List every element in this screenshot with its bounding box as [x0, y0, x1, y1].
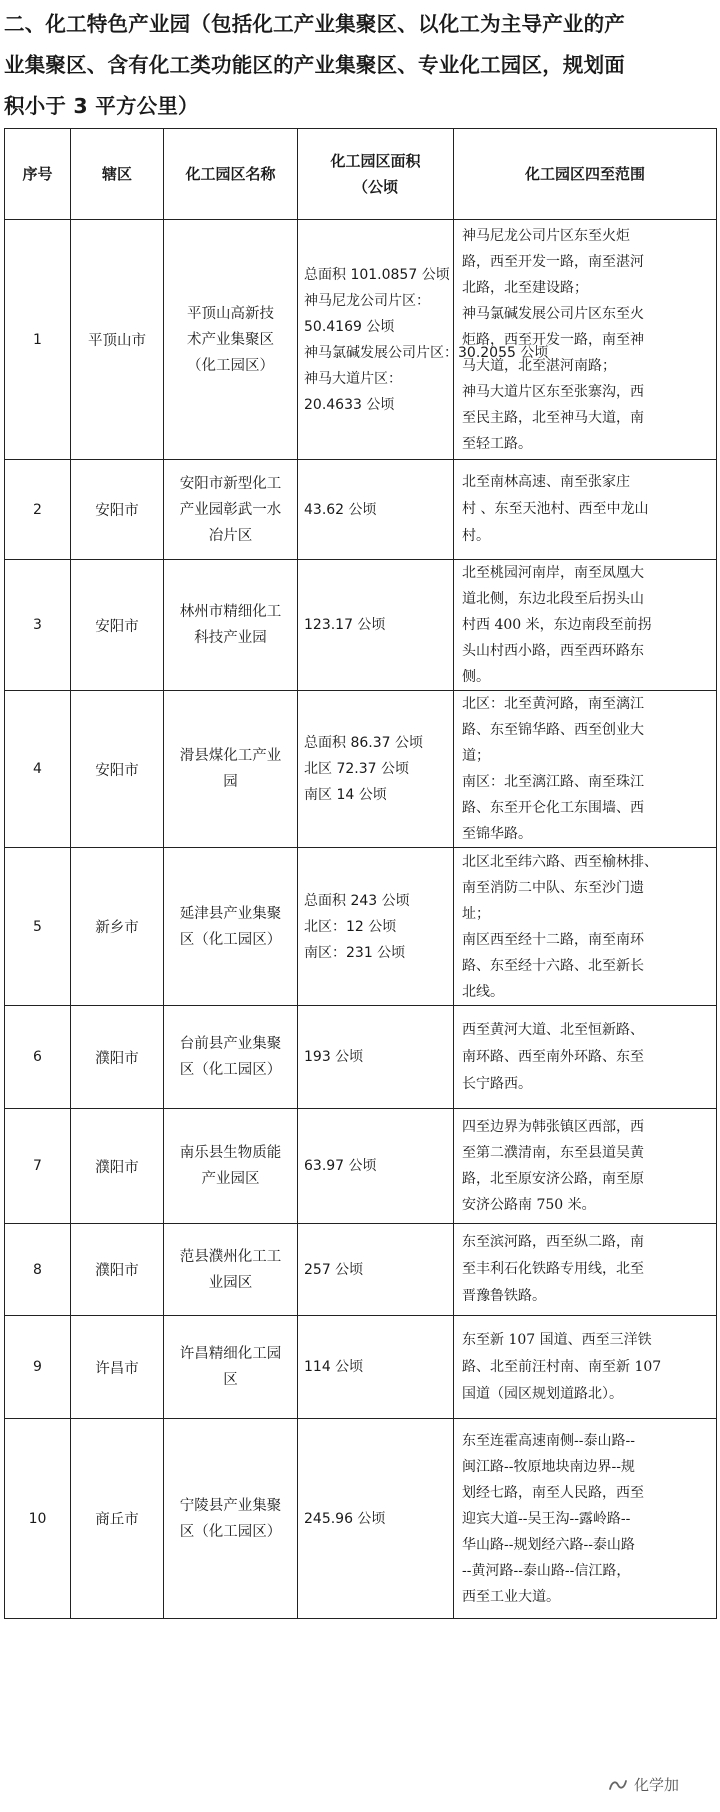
cell-area-line: 总面积 86.37 公顷 [304, 735, 423, 751]
table-row [5, 1109, 717, 1224]
cell-area-line: 20.4633 公顷 [304, 396, 395, 413]
table-header-row [5, 129, 717, 220]
cell-boundary-line: 至丰利石化铁路专用线，北至 [462, 1261, 644, 1277]
cell-park-name [164, 220, 298, 460]
cell-park-name-line: 区 [223, 1372, 238, 1388]
cell-park-name-line: 区（化工园区） [179, 1062, 282, 1078]
cell-area-line: 总面积 243 公顷 [304, 892, 410, 909]
heading-line: 二、化工特色产业园（包括化工产业集聚区、以化工为主导产业的产 [4, 12, 625, 36]
table-row [5, 691, 717, 848]
cell-area-line: 257 公顷 [304, 1261, 364, 1278]
cell-index: 9 [5, 1316, 71, 1419]
cell-park-name [164, 1006, 298, 1109]
cell-boundary-line: 马大道，北至湛河南路； [462, 357, 616, 374]
cell-index: 10 [5, 1419, 71, 1619]
cell-area-line: 北区：12 公顷 [304, 918, 397, 935]
cell-boundary-line: 至第二濮清南，东至县道吴黄 [462, 1145, 644, 1161]
cell-district: 新乡市 [71, 848, 164, 1006]
cell-area-line: 神马氯碱发展公司片区：30.2055 公顷 [304, 344, 549, 361]
cell-boundary-line: 北至桃园河南岸，南至凤凰大 [462, 565, 644, 581]
cell-park-name-line: 科技产业园 [194, 630, 267, 646]
cell-index: 6 [5, 1006, 71, 1109]
heading-line: 业集聚区、含有化工类功能区的产业集聚区、专业化工园区，规划面 [4, 53, 625, 77]
cell-index: 3 [5, 560, 71, 691]
cell-boundary-line: 北线。 [462, 983, 504, 1000]
table-row [5, 1419, 717, 1619]
cell-boundary-line: --黄河路--泰山路--信江路， [462, 1562, 631, 1579]
header-area-line: （公顷 [352, 178, 398, 196]
cell-park-name-line: 平顶山高新技 [187, 305, 274, 322]
cell-index: 8 [5, 1224, 71, 1316]
cell-park-name-line: 安阳市新型化工 [179, 475, 282, 492]
cell-area [298, 1109, 454, 1224]
cell-boundary [454, 848, 717, 1006]
cell-district: 商丘市 [71, 1419, 164, 1619]
cell-park-name-line: 术产业集聚区 [187, 331, 274, 348]
cell-boundary-line: 晋豫鲁铁路。 [462, 1288, 546, 1304]
cell-park-name-line: 滑县煤化工产业 [179, 748, 282, 764]
cell-boundary-line: 北至南林高速、南至张家庄 [462, 474, 630, 490]
cell-index: 4 [5, 691, 71, 848]
cell-park-name-line: 南乐县生物质能 [179, 1145, 282, 1161]
cell-park-name-line: 范县濮州化工工 [179, 1248, 282, 1265]
cell-boundary-line: 迎宾大道--吴王沟--露岭路-- [462, 1510, 631, 1527]
table-row [5, 1316, 717, 1419]
cell-district: 濮阳市 [71, 1109, 164, 1224]
cell-boundary-line: 路，西至开发一路，南至湛河 [462, 253, 644, 270]
cell-boundary-line: 闽江路--牧原地块南边界--规 [462, 1458, 635, 1475]
cell-boundary [454, 1224, 717, 1316]
cell-boundary-line: 路、东至开仑化工东围墙、西 [462, 800, 644, 816]
cell-area [298, 1006, 454, 1109]
cell-boundary-line: 路、东至经十六路、北至新长 [462, 957, 644, 974]
cell-area-line: 114 公顷 [304, 1359, 364, 1375]
cell-area-line: 神马尼龙公司片区： [304, 292, 430, 309]
cell-boundary-line: 神马尼龙公司片区东至火炬 [462, 227, 630, 244]
cell-boundary [454, 1316, 717, 1419]
cell-boundary [454, 1419, 717, 1619]
table-row [5, 460, 717, 560]
cell-area [298, 1316, 454, 1419]
cell-boundary-line: 西至工业大道。 [462, 1588, 560, 1605]
cell-boundary-line: 东至连霍高速南侧--泰山路-- [462, 1432, 635, 1449]
cell-boundary-line: 址； [462, 905, 490, 922]
cell-park-name-line: 台前县产业集聚 [179, 1036, 282, 1052]
cell-park-name [164, 691, 298, 848]
cell-boundary-line: 道； [462, 748, 490, 764]
cell-park-name-line: 区（化工园区） [179, 1523, 282, 1540]
cell-district: 濮阳市 [71, 1224, 164, 1316]
cell-area-line: 123.17 公顷 [304, 617, 386, 633]
cell-boundary-line: 路、北至前汪村南、南至新 107 [462, 1358, 662, 1375]
cell-boundary-line: 南区西至经十二路，南至南环 [462, 931, 644, 948]
header-index: 序号 [5, 129, 71, 220]
cell-index: 1 [5, 220, 71, 460]
cell-district: 濮阳市 [71, 1006, 164, 1109]
table-row [5, 848, 717, 1006]
cell-park-name-line: 园 [223, 774, 238, 790]
table-row [5, 1006, 717, 1109]
cell-park-name [164, 1419, 298, 1619]
cell-area [298, 848, 454, 1006]
cell-park-name-line: 产业园彰武一水 [179, 501, 282, 518]
cell-boundary-line: 至轻工路。 [462, 435, 532, 452]
header-name: 化工园区名称 [164, 129, 298, 220]
cell-area-line: 193 公顷 [304, 1049, 364, 1065]
cell-index: 5 [5, 848, 71, 1006]
cell-park-name-line: 冶片区 [208, 527, 253, 544]
section-heading [4, 4, 716, 127]
cell-area-line: 63.97 公顷 [304, 1158, 377, 1174]
cell-boundary-line: 四至边界为韩张镇区西部，西 [462, 1119, 644, 1135]
cell-district: 许昌市 [71, 1316, 164, 1419]
cell-district: 安阳市 [71, 691, 164, 848]
cell-boundary-line: 侧。 [462, 669, 490, 685]
cell-boundary-line: 长宁路西。 [462, 1075, 532, 1092]
cell-boundary-line: 南环路、西至南外环路、东至 [462, 1048, 644, 1065]
cell-boundary [454, 691, 717, 848]
cell-boundary-line: 北路，北至建设路； [462, 279, 588, 296]
cell-boundary-line: 北区北至纬六路、西至榆林排、 [462, 853, 658, 870]
cell-park-name-line: 林州市精细化工 [179, 604, 282, 620]
cell-boundary-line: 划经七路，南至人民路，西至 [462, 1484, 644, 1501]
cell-area-line: 43.62 公顷 [304, 501, 377, 518]
cell-park-name [164, 560, 298, 691]
wechat-channel-icon [608, 1777, 628, 1793]
cell-boundary-line: 至锦华路。 [462, 826, 532, 842]
cell-boundary-line: 村 、东至天池村、西至中龙山 [462, 501, 649, 517]
cell-boundary [454, 560, 717, 691]
cell-boundary-line: 道北侧，东边北段至后拐头山 [462, 591, 644, 607]
cell-boundary-line: 村。 [462, 528, 490, 544]
header-area-line: 化工园区面积 [330, 152, 421, 170]
cell-index: 7 [5, 1109, 71, 1224]
cell-area [298, 1224, 454, 1316]
cell-area-line: 神马大道片区： [304, 370, 402, 387]
cell-park-name-line: 产业园区 [201, 1171, 260, 1187]
cell-boundary-line: 神马大道片区东至张寨沟，西 [462, 383, 644, 400]
table-body [5, 220, 717, 1619]
cell-park-name-line: 业园区 [208, 1274, 253, 1291]
cell-boundary-line: 南至消防二中队、东至沙门遗 [462, 879, 644, 896]
cell-area [298, 560, 454, 691]
cell-area-line: 50.4169 公顷 [304, 318, 395, 335]
cell-area [298, 691, 454, 848]
cell-boundary-line: 安济公路南 750 米。 [462, 1197, 596, 1213]
header-boundary: 化工园区四至范围 [454, 129, 717, 220]
table-row [5, 560, 717, 691]
cell-district: 安阳市 [71, 460, 164, 560]
table-row [5, 220, 717, 460]
cell-park-name [164, 1109, 298, 1224]
cell-boundary [454, 1006, 717, 1109]
cell-park-name-line: 许昌精细化工园 [179, 1346, 282, 1362]
cell-park-name-line: 延津县产业集聚 [179, 905, 282, 922]
cell-park-name-line: 宁陵县产业集聚 [179, 1497, 282, 1514]
cell-index: 2 [5, 460, 71, 560]
cell-area [298, 1419, 454, 1619]
watermark [604, 1774, 683, 1795]
cell-boundary-line: 东至新 107 国道、西至三洋铁 [462, 1331, 652, 1348]
cell-boundary-line: 路、东至锦华路、西至创业大 [462, 722, 644, 738]
cell-boundary-line: 至民主路，北至神马大道，南 [462, 409, 644, 426]
cell-area-line: 总面积 101.0857 公顷 [304, 266, 450, 283]
cell-boundary-line: 南区：北至漓江路、南至珠江 [462, 774, 644, 790]
cell-park-name [164, 1224, 298, 1316]
cell-district: 平顶山市 [71, 220, 164, 460]
watermark-text: 化学加 [634, 1776, 680, 1794]
cell-area-line: 北区 72.37 公顷 [304, 761, 409, 777]
cell-district: 安阳市 [71, 560, 164, 691]
cell-park-name-line: （化工园区） [187, 357, 274, 374]
cell-park-name [164, 1316, 298, 1419]
cell-area-line: 南区：231 公顷 [304, 944, 406, 961]
header-area [298, 129, 454, 220]
header-district: 辖区 [71, 129, 164, 220]
cell-boundary-line: 神马氯碱发展公司片区东至火 [462, 305, 644, 322]
cell-boundary-line: 村西 400 米，东边南段至前拐 [462, 617, 652, 633]
cell-boundary-line: 头山村西小路，西至西环路东 [462, 643, 644, 659]
cell-area-line: 南区 14 公顷 [304, 787, 387, 803]
cell-area-line: 245.96 公顷 [304, 1510, 386, 1527]
cell-boundary-line: 路，北至原安济公路，南至原 [462, 1171, 644, 1187]
chemical-parks-table [4, 128, 717, 1619]
cell-park-name [164, 848, 298, 1006]
cell-area [298, 460, 454, 560]
cell-boundary-line: 东至滨河路，西至纵二路，南 [462, 1234, 644, 1250]
cell-boundary-line: 华山路--规划经六路--泰山路 [462, 1536, 635, 1553]
cell-park-name-line: 区（化工园区） [179, 931, 282, 948]
cell-park-name [164, 460, 298, 560]
cell-boundary-line: 西至黄河大道、北至恒新路、 [462, 1021, 644, 1038]
cell-boundary-line: 国道（园区规划道路北）。 [462, 1385, 623, 1402]
cell-boundary-line: 炬路，西至开发一路，南至神 [462, 331, 644, 348]
table-row [5, 1224, 717, 1316]
cell-boundary [454, 460, 717, 560]
cell-boundary [454, 220, 717, 460]
cell-boundary-line: 北区：北至黄河路，南至漓江 [462, 696, 644, 712]
heading-line: 积小于 3 平方公里） [4, 94, 199, 118]
cell-boundary [454, 1109, 717, 1224]
